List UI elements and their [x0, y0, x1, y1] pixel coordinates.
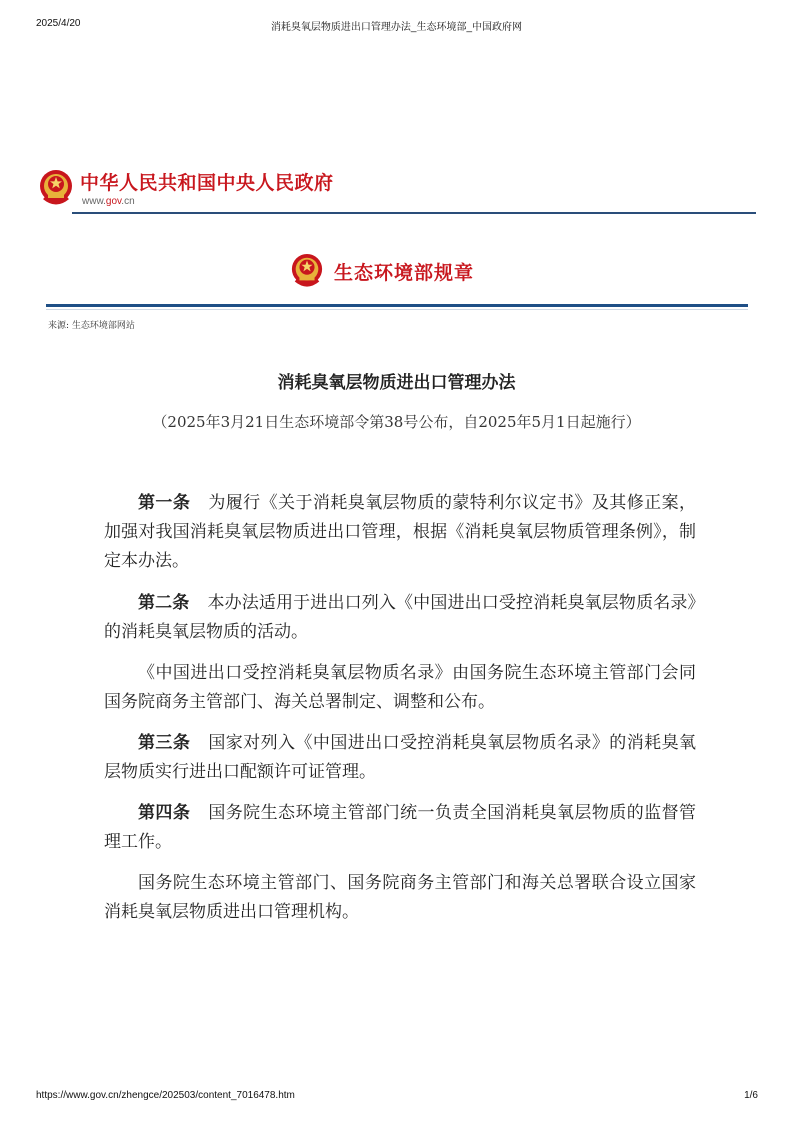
- document-subtitle: （2025年3月21日生态环境部令第38号公布，自2025年5月1日起施行）: [152, 413, 641, 431]
- national-emblem-icon[interactable]: [38, 168, 74, 206]
- print-page-title: 消耗臭氧层物质进出口管理办法_生态环境部_中国政府网: [270, 22, 523, 33]
- domain-suffix: .cn: [121, 196, 135, 207]
- article-number: 第二条: [138, 593, 190, 613]
- document-title: 消耗臭氧层物质进出口管理办法: [277, 373, 516, 393]
- article-number: 第三条: [138, 733, 191, 753]
- domain-gov: gov: [105, 196, 122, 207]
- article-text: 国家对列入《中国进出口受控消耗臭氧层物质名录》的消耗臭氧层物质实行进出口配额许可证管理。: [104, 733, 697, 782]
- print-page-number: 1/6: [744, 1090, 758, 1101]
- article-text: 《中国进出口受控消耗臭氧层物质名录》由国务院生态环境主管部门会同国务院商务主管部门、海关总署制定、调整和公布。: [104, 663, 696, 712]
- source-line: 来源: 生态环境部网站: [48, 321, 135, 331]
- site-title-link[interactable]: 中华人民共和国中央人民政府: [80, 172, 334, 194]
- print-url: https://www.gov.cn/zhengce/202503/content_7016478.htm: [36, 1090, 295, 1101]
- article-paragraph: [104, 589, 696, 647]
- print-date: 2025/4/20: [36, 18, 81, 29]
- article-paragraph: [104, 489, 696, 576]
- article-number: 第四条: [138, 803, 191, 823]
- article-number: 第一条: [138, 493, 191, 513]
- article-text: 国务院生态环境主管部门、国务院商务主管部门和海关总署联合设立国家消耗臭氧层物质进出口管理机构。: [104, 873, 696, 922]
- article-paragraph: [104, 869, 696, 927]
- article-text: 国务院生态环境主管部门统一负责全国消耗臭氧层物质的监督管理工作。: [104, 803, 697, 852]
- site-domain: [82, 196, 135, 207]
- article-paragraph: [104, 659, 696, 717]
- banner-divider-thin: [46, 309, 748, 310]
- article-paragraph: [104, 799, 696, 857]
- article-text: 本办法适用于进出口列入《中国进出口受控消耗臭氧层物质名录》的消耗臭氧层物质的活动。: [104, 593, 697, 642]
- domain-prefix: www.: [82, 196, 106, 207]
- ministry-banner-title: 生态环境部规章: [334, 262, 475, 284]
- header-divider: [72, 212, 756, 214]
- article-text: 为履行《关于消耗臭氧层物质的蒙特利尔议定书》及其修正案，加强对我国消耗臭氧层物质进出口管理，根据《消耗臭氧层物质管理条例》，制定本办法。: [104, 493, 697, 571]
- banner-divider: [46, 304, 748, 307]
- ministry-emblem-icon: [290, 252, 324, 288]
- article-paragraph: [104, 729, 696, 787]
